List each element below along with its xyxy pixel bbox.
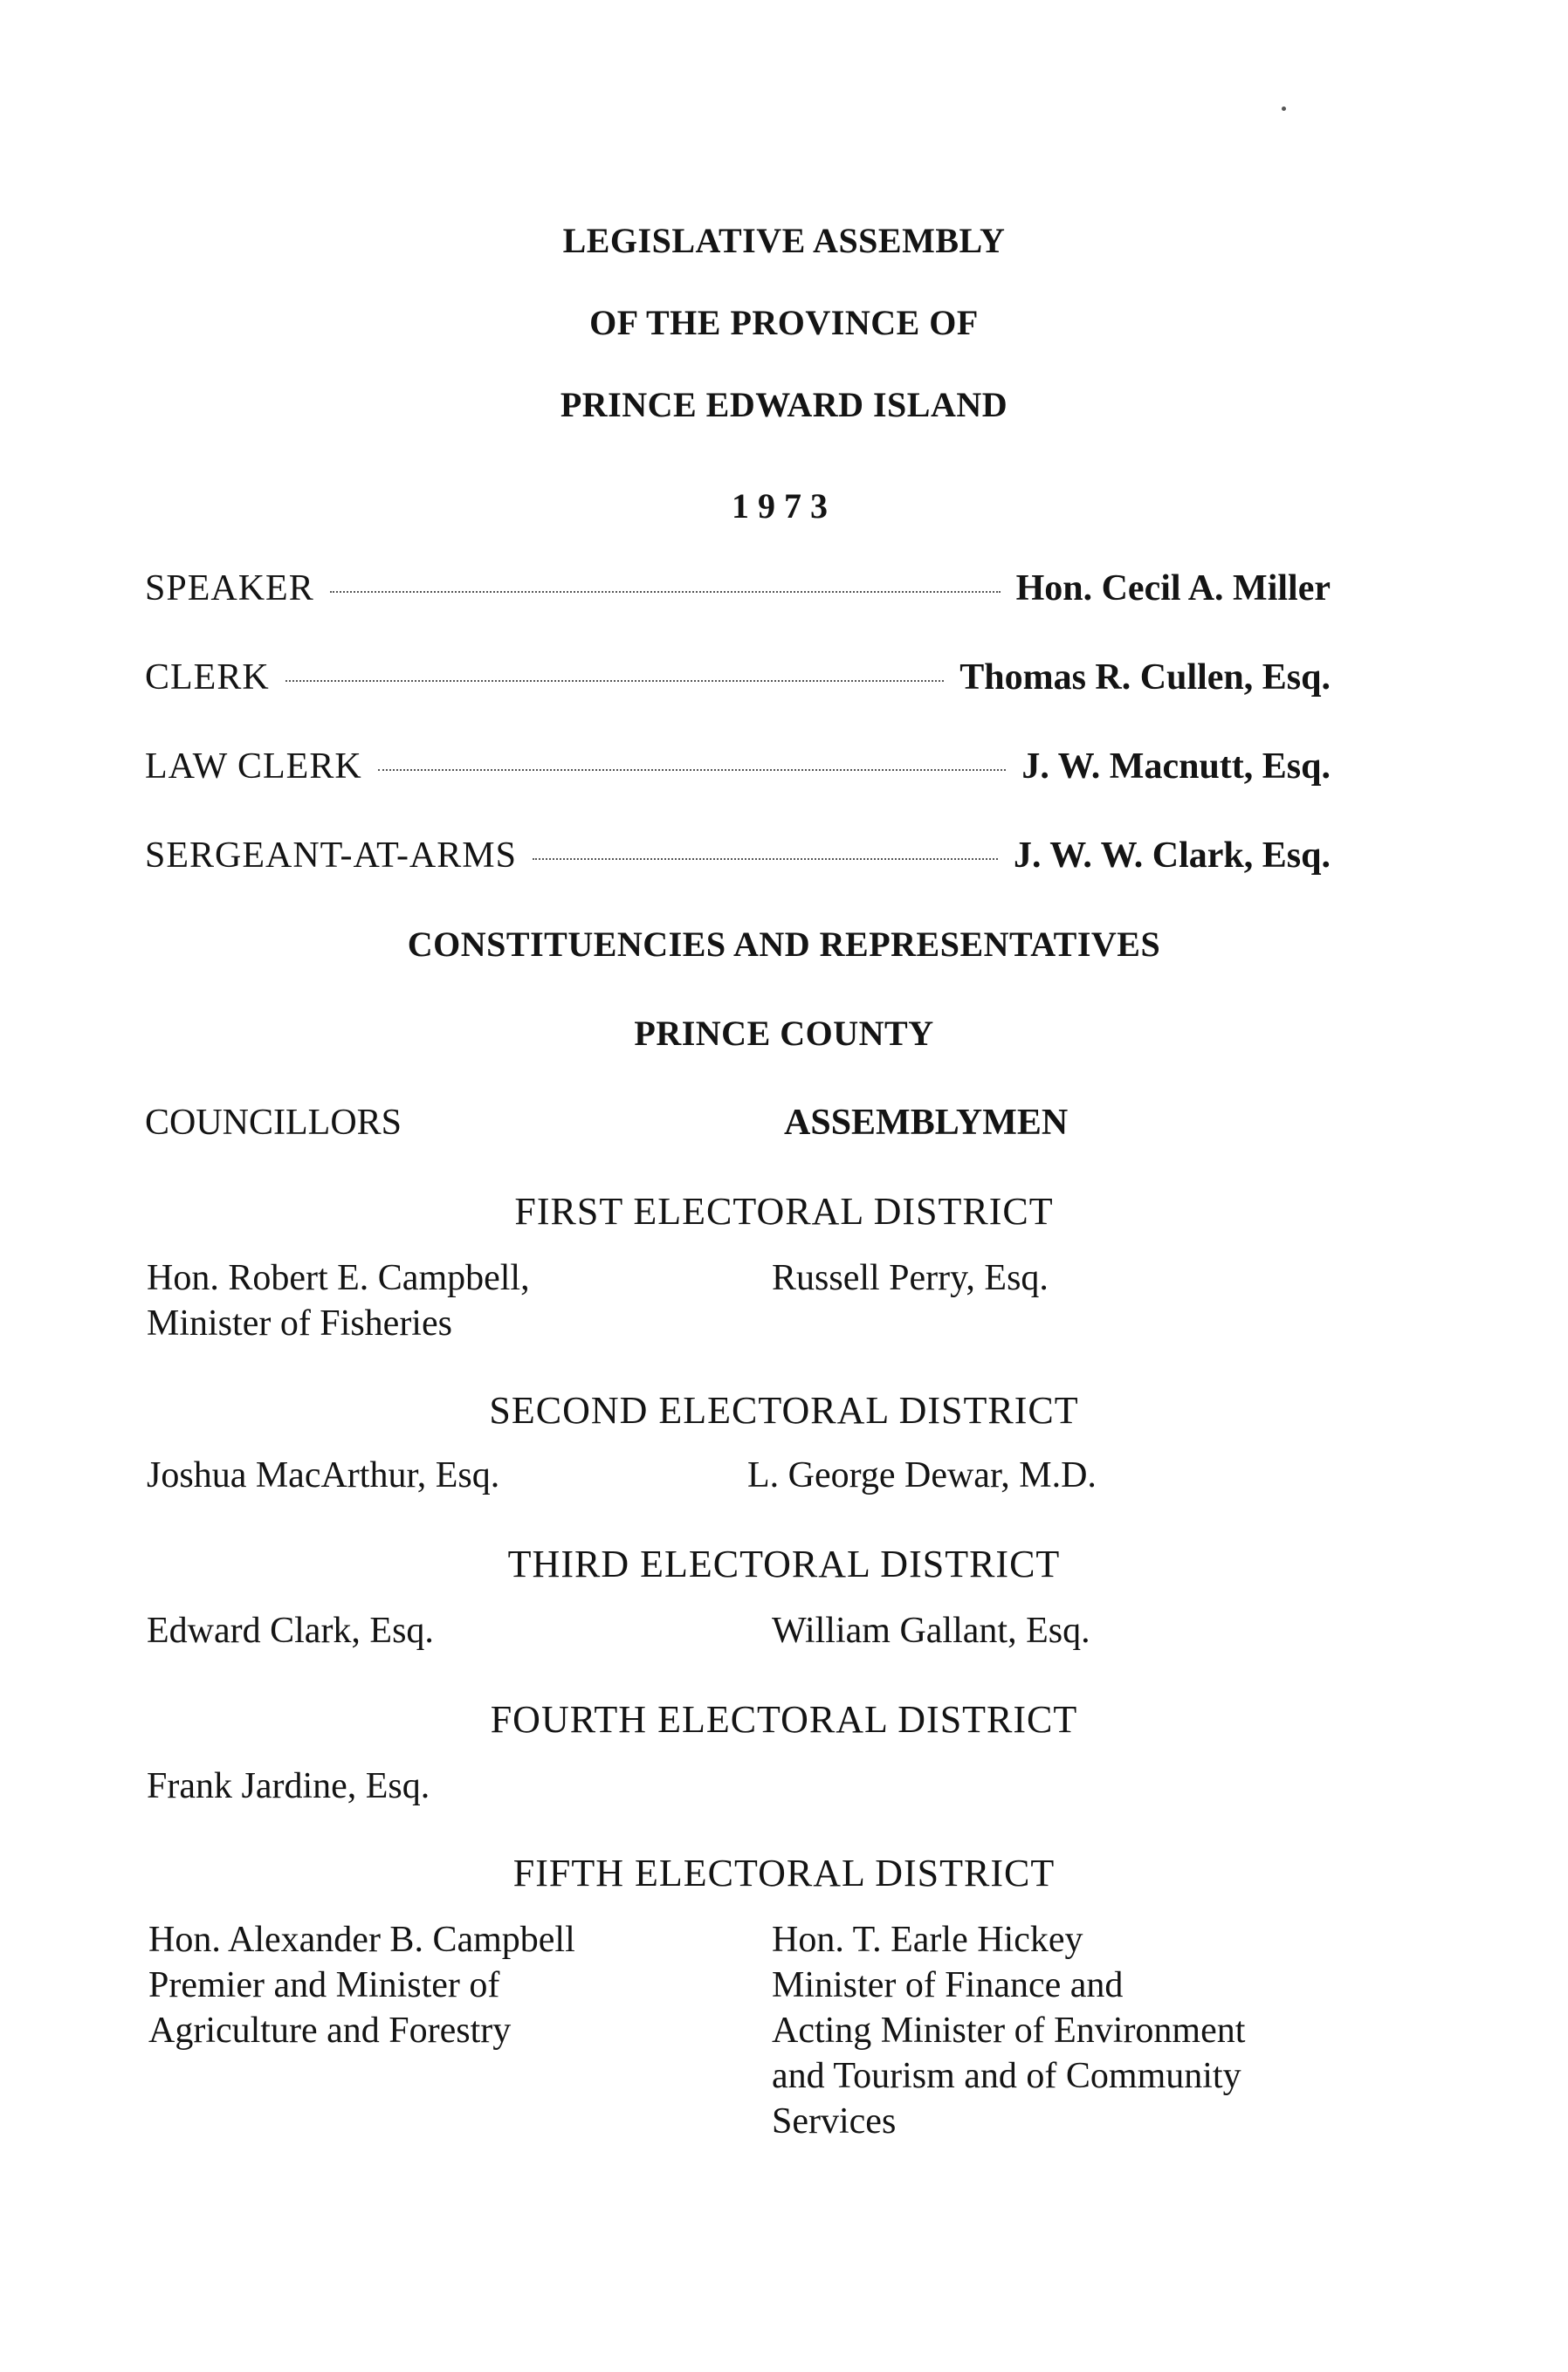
officer-title: SERGEANT-AT-ARMS	[145, 835, 517, 876]
officer-row-law-clerk	[145, 746, 1331, 787]
officer-title: SPEAKER	[145, 568, 314, 608]
officer-name: J. W. Macnutt, Esq.	[1021, 746, 1331, 787]
member-line: Hon. Robert E. Campbell,	[147, 1258, 530, 1298]
dot-leader	[285, 680, 945, 682]
assembly-title-line-3: PRINCE EDWARD ISLAND	[560, 385, 1008, 424]
officer-title: LAW CLERK	[145, 746, 362, 787]
member-line: Services	[772, 2101, 897, 2142]
member-line: William Gallant, Esq.	[772, 1611, 1090, 1651]
member-line: and Tourism and of Community	[772, 2056, 1241, 2096]
officer-row-sergeant-at-arms	[145, 835, 1331, 877]
member-line: Premier and Minister of	[148, 1965, 500, 2005]
officer-title: CLERK	[145, 657, 270, 698]
district-heading-fourth: FOURTH ELECTORAL DISTRICT	[490, 1698, 1078, 1741]
councillor-third-district	[147, 1608, 434, 1654]
scan-speck	[1282, 107, 1286, 111]
county-title: PRINCE COUNTY	[634, 1014, 934, 1053]
assembly-title-line-2: OF THE PROVINCE OF	[589, 303, 979, 342]
district-heading-fifth: FIFTH ELECTORAL DISTRICT	[512, 1852, 1056, 1894]
councillor-fourth-district	[147, 1764, 430, 1809]
dot-leader	[378, 769, 1007, 771]
district-heading-third: THIRD ELECTORAL DISTRICT	[507, 1543, 1061, 1585]
councillor-second-district	[147, 1453, 499, 1498]
dot-leader	[330, 591, 1001, 593]
officer-row-speaker	[145, 567, 1331, 609]
assembly-title-line-1: LEGISLATIVE ASSEMBLY	[562, 221, 1006, 260]
member-line: Minister of Finance and	[772, 1965, 1124, 2005]
district-heading-second: SECOND ELECTORAL DISTRICT	[489, 1389, 1079, 1432]
councillor-fifth-district	[148, 1917, 575, 2053]
officer-row-clerk	[145, 657, 1331, 698]
member-line: Hon. Alexander B. Campbell	[148, 1920, 575, 1960]
member-line: Acting Minister of Environment	[772, 2011, 1246, 2051]
member-line: Edward Clark, Esq.	[147, 1611, 434, 1651]
assemblyman-second-district	[747, 1453, 1097, 1498]
councillor-first-district	[147, 1255, 530, 1346]
assemblyman-third-district	[772, 1608, 1090, 1654]
member-line: Hon. T. Earle Hickey	[772, 1920, 1083, 1960]
assemblymen-column-heading: ASSEMBLYMEN	[784, 1103, 1069, 1143]
member-line: Russell Perry, Esq.	[772, 1258, 1049, 1298]
district-heading-first: FIRST ELECTORAL DISTRICT	[514, 1190, 1054, 1233]
assemblyman-fifth-district	[772, 1917, 1245, 2144]
member-line: L. George Dewar, M.D.	[747, 1455, 1097, 1495]
assemblyman-first-district	[772, 1255, 1049, 1301]
member-line: Joshua MacArthur, Esq.	[147, 1455, 500, 1495]
officer-name: J. W. W. Clark, Esq.	[1014, 835, 1331, 876]
officer-name: Thomas R. Cullen, Esq.	[959, 657, 1331, 698]
member-line: Agriculture and Forestry	[148, 2011, 512, 2051]
section-title: CONSTITUENCIES AND REPRESENTATIVES	[407, 925, 1161, 964]
councillors-column-heading: COUNCILLORS	[145, 1103, 402, 1143]
dot-leader	[533, 858, 998, 860]
member-line: Minister of Fisheries	[147, 1303, 452, 1344]
member-line: Frank Jardine, Esq.	[147, 1766, 430, 1806]
year: 1973	[732, 486, 836, 526]
officer-name: Hon. Cecil A. Miller	[1015, 568, 1331, 608]
